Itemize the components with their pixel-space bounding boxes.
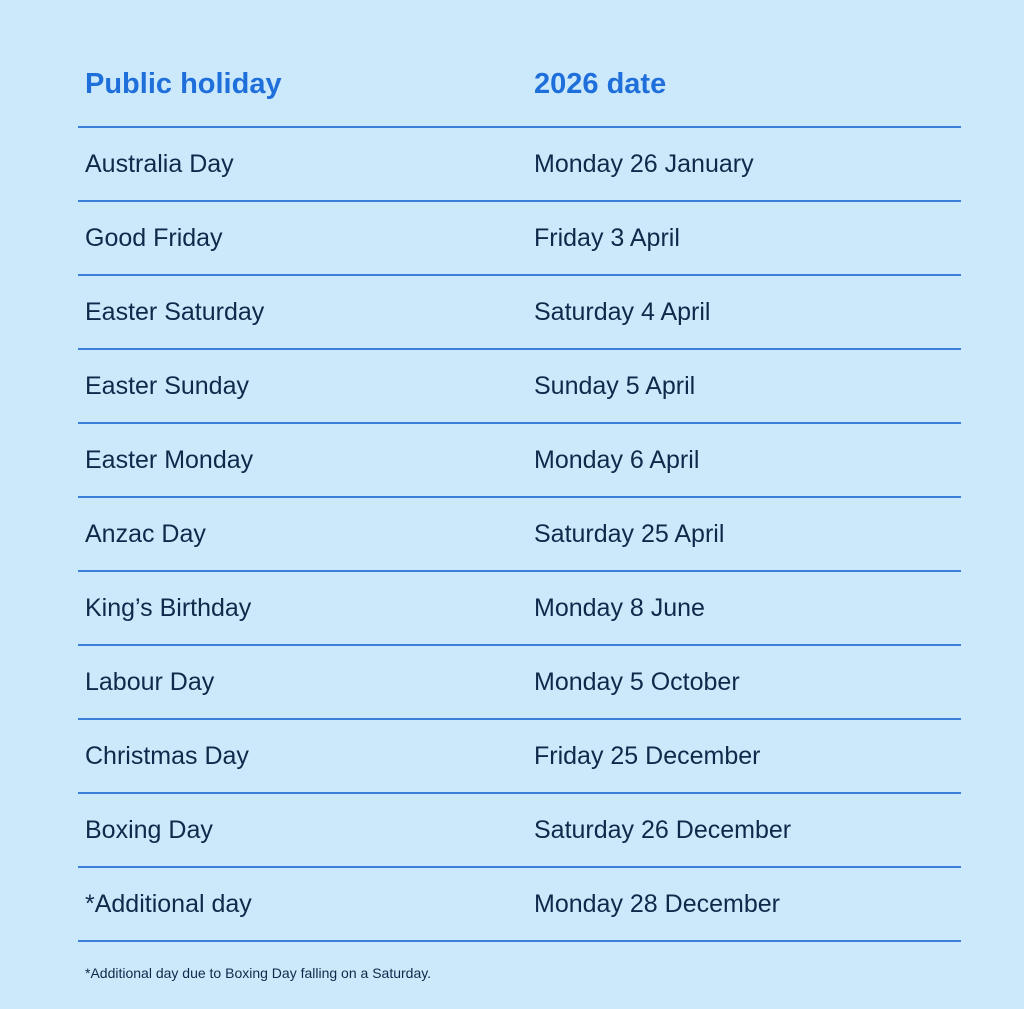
- holiday-name: Anzac Day: [85, 520, 206, 548]
- header-2026-date: 2026 date: [534, 68, 667, 100]
- holiday-date: Monday 6 April: [534, 446, 700, 474]
- footnote: *Additional day due to Boxing Day falling on a Saturday.: [85, 965, 432, 981]
- table-row: [78, 794, 961, 868]
- holiday-name: Easter Saturday: [85, 298, 265, 326]
- table-row: [78, 868, 961, 942]
- holiday-table: [78, 54, 961, 942]
- table-row: [78, 720, 961, 794]
- holiday-name: Christmas Day: [85, 742, 249, 770]
- holiday-name: *Additional day: [85, 890, 252, 918]
- holiday-name: King’s Birthday: [85, 594, 252, 622]
- table-row: [78, 498, 961, 572]
- holiday-date: Saturday 26 December: [534, 816, 792, 844]
- table-header: [78, 54, 961, 128]
- header-public-holiday: Public holiday: [85, 68, 282, 100]
- holiday-name: Australia Day: [85, 150, 234, 178]
- table-row: [78, 276, 961, 350]
- holiday-name: Labour Day: [85, 668, 215, 696]
- table-row: [78, 350, 961, 424]
- table-body: [78, 128, 961, 942]
- table-row: [78, 572, 961, 646]
- table-row: [78, 646, 961, 720]
- holiday-date: Friday 3 April: [534, 224, 680, 252]
- holiday-date: Monday 5 October: [534, 668, 740, 696]
- holiday-date: Sunday 5 April: [534, 372, 696, 400]
- holiday-date: Saturday 25 April: [534, 520, 725, 548]
- holiday-date: Monday 26 January: [534, 150, 754, 178]
- holiday-date: Monday 28 December: [534, 890, 780, 918]
- holiday-name: Easter Sunday: [85, 372, 249, 400]
- holiday-date: Friday 25 December: [534, 742, 761, 770]
- holiday-date: Monday 8 June: [534, 594, 705, 622]
- table-row: [78, 424, 961, 498]
- table-row: [78, 202, 961, 276]
- holiday-name: Boxing Day: [85, 816, 213, 844]
- holiday-name: Easter Monday: [85, 446, 254, 474]
- table-row: [78, 128, 961, 202]
- holiday-name: Good Friday: [85, 224, 223, 252]
- holiday-date: Saturday 4 April: [534, 298, 711, 326]
